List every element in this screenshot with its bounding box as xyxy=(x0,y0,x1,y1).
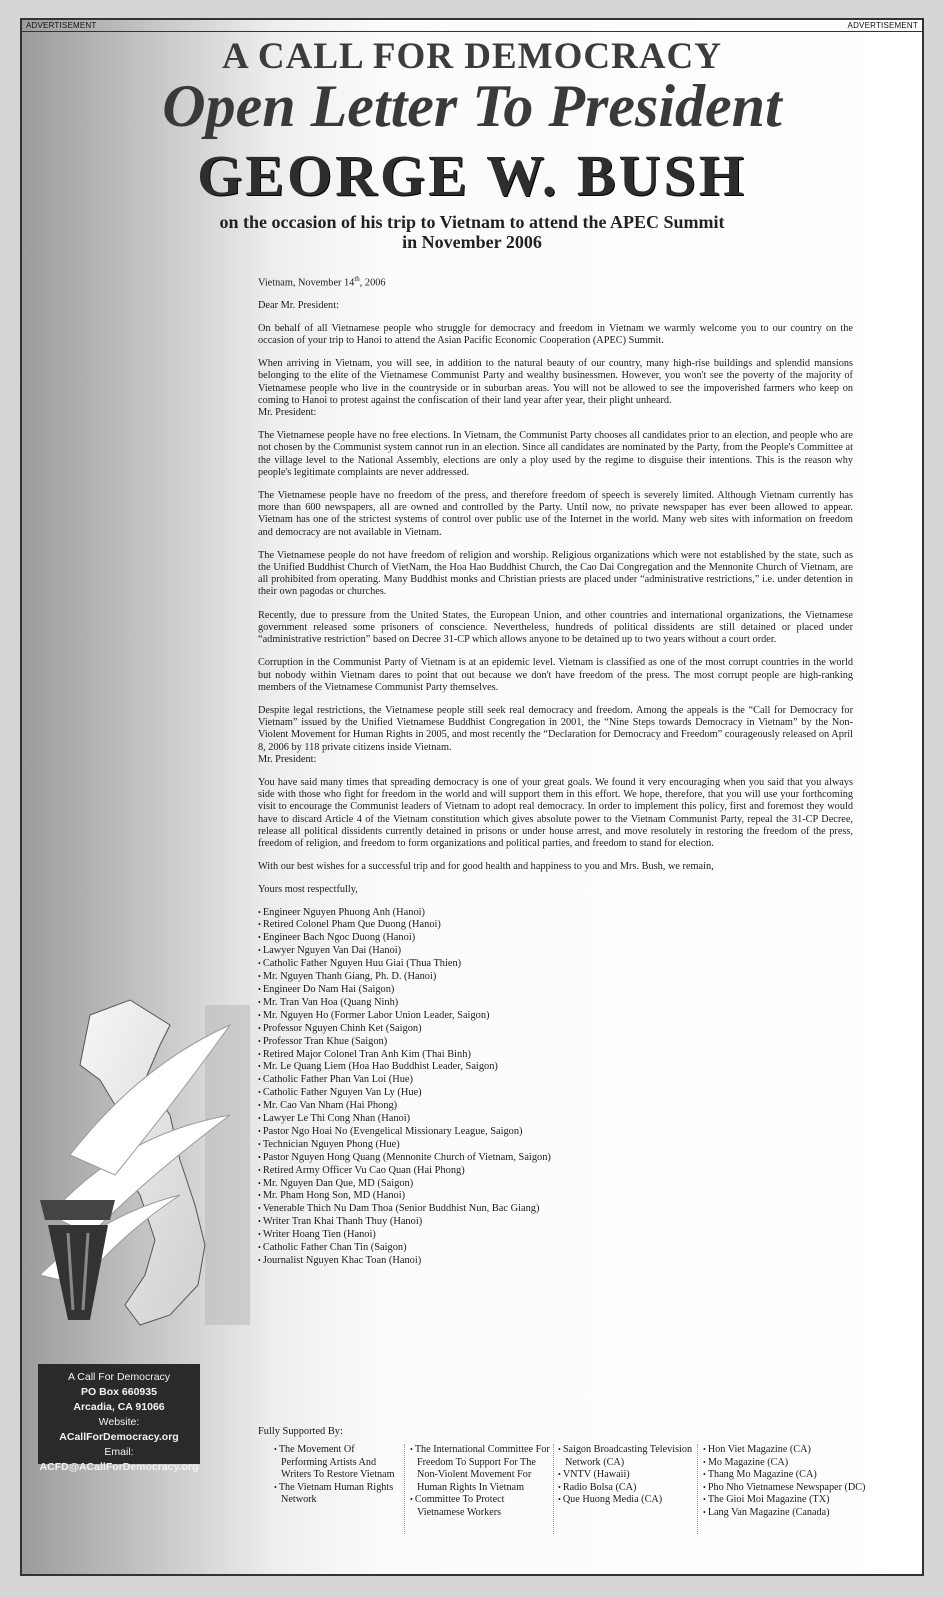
signer: • Engineer Do Nam Hai (Saigon) xyxy=(258,984,853,997)
subtitle-line-1: on the occasion of his trip to Vietnam to attend the APEC Summit xyxy=(219,212,725,232)
signer: • Catholic Father Nguyen Van Ly (Hue) xyxy=(258,1087,853,1100)
contact-email-label: Email: xyxy=(104,1446,134,1458)
contact-website-label: Website: xyxy=(98,1416,140,1428)
letter-paragraph: You have said many times that spreading democracy is one of your great goals. We found it very encouraging when you said that you always side with those who fight for freedom in the world and will support them in this effort. We hope, therefore, that you will use your forthcoming visit to encourage the Communist leaders of Vietnam to adopt real democracy. In order to implement this policy, first and foremost they would have to discard Article 4 of the Vietnam constitution which gives absolute power to the Vietnam Communist Party, repeal the 31-CP Decree, release all political dissidents currently detained in prisons or under house arrest, and move resolutely in restoring the freedom of the press, freedom of religion, and freedom to form organizations and political parties, and freedom to stand for election. xyxy=(258,776,853,849)
letter-closing: Yours most respectfully, xyxy=(258,884,358,896)
signer: • Retired Army Officer Vu Cao Quan (Hai Phong) xyxy=(258,1165,853,1178)
header-rule xyxy=(22,31,922,32)
signer: • Writer Hoang Tien (Hanoi) xyxy=(258,1229,853,1242)
supporter-item: • VNTV (Hawaii) xyxy=(558,1469,694,1482)
supporters-divider xyxy=(697,1444,698,1534)
supporter-item: • The International Committee For Freedom To Support For The Non-Violent Movement For Human Rights In Vietnam xyxy=(410,1444,550,1494)
letter-mr-president: Mr. President: xyxy=(258,753,317,765)
supporter-item: • Mo Magazine (CA) xyxy=(703,1457,903,1470)
letter-paragraph: Recently, due to pressure from the United States, the European Union, and other countries and international organizations, the Vietnamese government released some prisoners of conscience. Nevertheless, hundreds of political dissidents are still detained or placed under “administrative restriction” based on Decree 31-CP which allows anyone to be detained up to two years without a court order. xyxy=(258,609,853,646)
subtitle-line-2: in November 2006 xyxy=(402,232,542,252)
contact-website[interactable]: ACallForDemocracy.org xyxy=(59,1431,179,1443)
supporters-divider xyxy=(404,1444,405,1534)
supporter-item: • Que Huong Media (CA) xyxy=(558,1494,694,1507)
supporter-item: • Lang Van Magazine (Canada) xyxy=(703,1507,903,1520)
signer: • Catholic Father Nguyen Huu Giai (Thua Thien) xyxy=(258,958,853,971)
supporters-divider xyxy=(553,1444,554,1534)
letter-paragraph: When arriving in Vietnam, you will see, in addition to the natural beauty of our country, many high-rise buildings and splendid mansions belonging to the elite of the Vietnamese Communist Party and wealthy businessmen. However, you won't see the poverty of the majority of Vietnamese people who live in the countryside or in suburban areas. You will not be allowed to see the impoverished farmers who keep on coming to Hanoi to protest against the confiscation of their land year after year, their plight unheard. xyxy=(258,358,853,406)
signer: • Mr. Tran Van Hoa (Quang Ninh) xyxy=(258,997,853,1010)
signer: • Retired Major Colonel Tran Anh Kim (Thai Binh) xyxy=(258,1049,853,1062)
supporter-item: • Pho Nho Vietnamese Newspaper (DC) xyxy=(703,1482,903,1495)
headline-subtitle xyxy=(150,212,794,252)
supporter-item: • Radio Bolsa (CA) xyxy=(558,1482,694,1495)
contact-po-box: PO Box 660935 xyxy=(81,1386,157,1398)
signer: • Mr. Nguyen Dan Que, MD (Saigon) xyxy=(258,1178,853,1191)
signer: • Lawyer Le Thi Cong Nhan (Hanoi) xyxy=(258,1113,853,1126)
contact-box xyxy=(38,1364,200,1473)
signer: • Professor Tran Khue (Saigon) xyxy=(258,1036,853,1049)
headline-call-for-democracy: A CALL FOR DEMOCRACY xyxy=(222,36,722,77)
letter-date: Vietnam, November 14th, 2006 xyxy=(258,275,386,289)
supporter-item: • The Movement Of Performing Artists And Writers To Restore Vietnam xyxy=(274,1444,400,1482)
signer: • Mr. Nguyen Thanh Giang, Ph. D. (Hanoi) xyxy=(258,971,853,984)
ad-label-right: ADVERTISEMENT xyxy=(847,21,918,30)
signer: • Mr. Cao Van Nham (Hai Phong) xyxy=(258,1100,853,1113)
torch-map-logo xyxy=(20,985,250,1365)
signer: • Technician Nguyen Phong (Hue) xyxy=(258,1139,853,1152)
letter-salutation: Dear Mr. President: xyxy=(258,299,339,311)
supporters-column-4 xyxy=(703,1444,903,1519)
letter-paragraph: The Vietnamese people have no freedom of the press, and therefore freedom of speech is severely limited. Although Vietnam currently has more than 600 newspapers, all are owned and controlled by the Party. Until now, no private newspaper has ever been allowed to appear. Vietnam has one of the strictest systems of control over public use of the Internet in the world. Many web sites with information on freedom and democracy are not available in Vietnam. xyxy=(258,490,853,538)
supporter-item: • The Vietnam Human Rights Network xyxy=(274,1482,400,1507)
letter-mr-president: Mr. President: xyxy=(258,407,317,419)
signer: • Professor Nguyen Chinh Ket (Saigon) xyxy=(258,1023,853,1036)
letter-paragraph: Corruption in the Communist Party of Vietnam is at an epidemic level. Vietnam is classified as one of the most corrupt countries in the world but nobody within Vietnam dares to point that out because we don't have freedom of the press. The most corrupt people are high-ranking members of the Vietnamese Communist Party themselves. xyxy=(258,657,853,693)
supporter-item: • Thang Mo Magazine (CA) xyxy=(703,1469,903,1482)
ad-label-left: ADVERTISEMENT xyxy=(26,21,97,30)
signer: • Catholic Father Phan Van Loi (Hue) xyxy=(258,1074,853,1087)
signer: • Retired Colonel Pham Que Duong (Hanoi) xyxy=(258,919,853,932)
signer: • Engineer Nguyen Phuong Anh (Hanoi) xyxy=(258,907,853,920)
signer: • Catholic Father Chan Tin (Saigon) xyxy=(258,1242,853,1255)
supporters-column-2 xyxy=(410,1444,550,1519)
letter-paragraph: The Vietnamese people do not have freedom of religion and worship. Religious organizations which were not established by the state, such as the Unified Buddhist Church of VietNam, the Hoa Hao Buddhist Church, the Cao Dai Congregation and the Mennonite Church of Vietnam, are all prohibited from operating. Many Buddhist monks and Christian priests are placed under “administrative restrictions,” i.e. under detention in their own pagodas or churches. xyxy=(258,549,853,598)
supporter-item: • Saigon Broadcasting Television Network (CA) xyxy=(558,1444,694,1469)
gray-panel xyxy=(205,1005,250,1325)
signer: • Mr. Le Quang Liem (Hoa Hao Buddhist Leader, Saigon) xyxy=(258,1061,853,1074)
supporter-item: • Committee To Protect Vietnamese Workers xyxy=(410,1494,550,1519)
letter-paragraph: The Vietnamese people have no free elections. In Vietnam, the Communist Party chooses all candidates prior to an election, and people who are not chosen by the Communist system cannot run in an election. Since all candidates are nominated by the Party, from the People's Committee at the village level to the National Assembly, elections are only a ploy used by the regime to disguise their intentions. This is the reason why people's legitimate complaints are never addressed. xyxy=(258,430,853,478)
signer: • Venerable Thich Nu Dam Thoa (Senior Buddhist Nun, Bac Giang) xyxy=(258,1203,853,1216)
supporters-column-3 xyxy=(558,1444,694,1507)
signer: • Pastor Ngo Hoai No (Evengelical Missionary League, Saigon) xyxy=(258,1126,853,1139)
signer: • Journalist Nguyen Khac Toan (Hanoi) xyxy=(258,1255,853,1268)
signer: • Mr. Nguyen Ho (Former Labor Union Leader, Saigon) xyxy=(258,1010,853,1023)
signers-list xyxy=(258,907,853,1268)
signer: • Pastor Nguyen Hong Quang (Mennonite Church of Vietnam, Saigon) xyxy=(258,1152,853,1165)
supporters-title: Fully Supported By: xyxy=(258,1426,343,1437)
contact-org: A Call For Democracy xyxy=(67,1371,171,1383)
signer: • Mr. Pham Hong Son, MD (Hanoi) xyxy=(258,1190,853,1203)
signer: • Engineer Bach Ngoc Duong (Hanoi) xyxy=(258,932,853,945)
letter-paragraph: Despite legal restrictions, the Vietnamese people still seek real democracy and freedom. Among the appeals is the “Call for Democracy for Vietnam” issued by the Unified Vietnamese Buddhist Congregation in 2001, the “Nine Steps towards Democracy in Vietnam” by the Non-Violent Movement for Human Rights in 2005, and most recently the “Declaration for Democracy and Freedom” courageously released on April 8, 2006 by 118 private citizens inside Vietnam. xyxy=(258,704,853,753)
letter-body xyxy=(258,273,853,1268)
letter-paragraph: With our best wishes for a successful trip and for good health and happiness to you and Mrs. Bush, we remain, xyxy=(258,861,714,873)
signer: • Writer Tran Khai Thanh Thuy (Hanoi) xyxy=(258,1216,853,1229)
supporter-item: • Hon Viet Magazine (CA) xyxy=(703,1444,903,1457)
contact-city: Arcadia, CA 91066 xyxy=(73,1401,165,1413)
contact-email[interactable]: ACFD@ACallForDemocracy.org xyxy=(39,1461,199,1473)
supporter-item: • The Gioi Moi Magazine (TX) xyxy=(703,1494,903,1507)
headline-george-w-bush: GEORGE W. BUSH xyxy=(197,143,747,208)
letter-paragraph: On behalf of all Vietnamese people who struggle for democracy and freedom in Vietnam we warmly welcome you to our country on the occasion of your trip to Hanoi to attend the Asian Pacific Economic Cooperation (APEC) Summit. xyxy=(258,322,853,347)
torch-cup-icon xyxy=(40,1200,115,1220)
supporters-column-1 xyxy=(274,1444,400,1507)
headline-open-letter: Open Letter To President xyxy=(162,73,782,139)
signer: • Lawyer Nguyen Van Dai (Hanoi) xyxy=(258,945,853,958)
